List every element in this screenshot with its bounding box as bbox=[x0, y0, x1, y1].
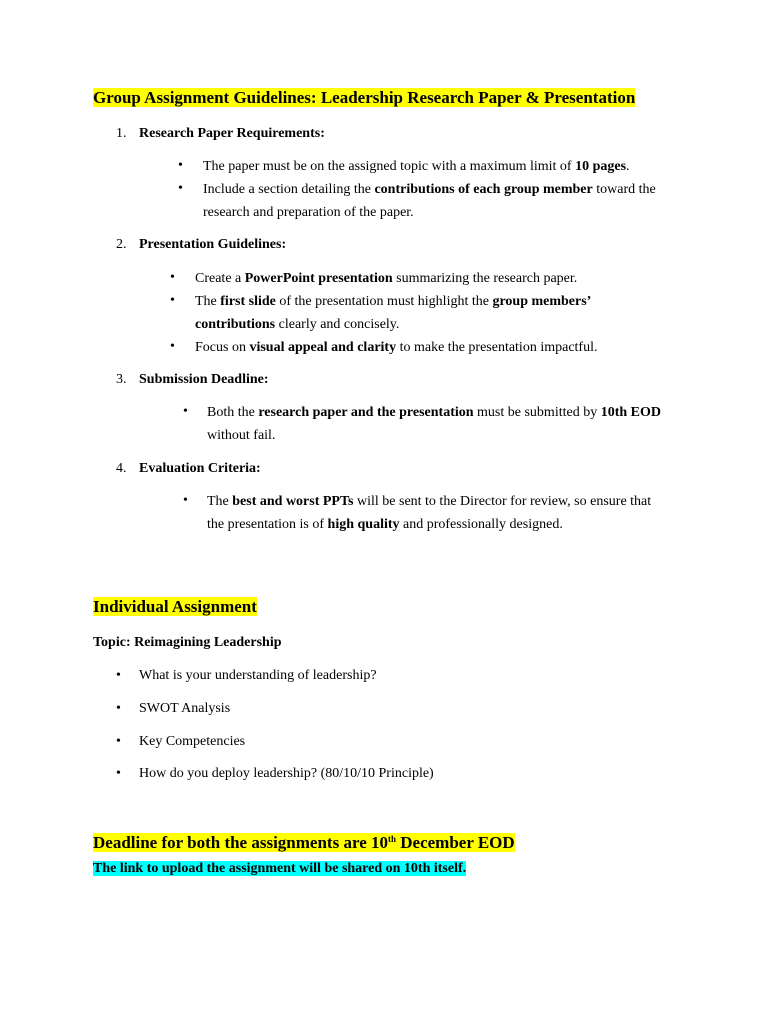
section-number: 2. bbox=[116, 237, 127, 252]
bullet-icon: • bbox=[183, 404, 188, 419]
section-heading-research-paper: Research Paper Requirements: bbox=[139, 126, 325, 141]
list-item: Include a section detailing the contributions of each group member toward the research and preparation of the paper. bbox=[203, 182, 656, 220]
list-item: Focus on visual appeal and clarity to make the presentation impactful. bbox=[195, 340, 598, 355]
section-heading-submission-deadline: Submission Deadline: bbox=[139, 372, 269, 387]
list-item: How do you deploy leadership? (80/10/10 Principle) bbox=[139, 766, 434, 781]
group-assignment-title-text: Group Assignment Guidelines: Leadership Research Paper & Presentation bbox=[93, 88, 636, 107]
topic-heading: Topic: Reimagining Leadership bbox=[93, 635, 282, 650]
upload-note bbox=[93, 859, 466, 878]
list-item: Create a PowerPoint presentation summarizing the research paper. bbox=[195, 271, 578, 286]
individual-assignment-title-text: Individual Assignment bbox=[93, 597, 257, 616]
bullet-icon: • bbox=[178, 181, 183, 196]
group-assignment-title bbox=[93, 87, 635, 109]
list-item: Both the research paper and the presentation must be submitted by 10th EOD without fail. bbox=[207, 405, 662, 443]
bullet-icon: • bbox=[170, 270, 175, 285]
list-item: SWOT Analysis bbox=[139, 701, 231, 716]
list-item: Key Competencies bbox=[139, 734, 246, 749]
bullet-icon: • bbox=[183, 493, 188, 508]
list-item: The best and worst PPTs will be sent to the Director for review, so ensure that the presentation is of high quality and professionally designed. bbox=[207, 494, 652, 532]
section-heading-presentation: Presentation Guidelines: bbox=[139, 237, 287, 252]
bullet-icon: • bbox=[116, 734, 121, 749]
section-number: 3. bbox=[116, 372, 127, 387]
bullet-icon: • bbox=[170, 339, 175, 354]
section-number: 1. bbox=[116, 126, 127, 141]
bullet-icon: • bbox=[170, 293, 175, 308]
section-number: 4. bbox=[116, 461, 127, 476]
bullet-icon: • bbox=[116, 766, 121, 781]
deadline-heading-text: Deadline for both the assignments are 10th December EOD bbox=[93, 833, 515, 852]
deadline-heading bbox=[93, 832, 515, 854]
upload-note-text: The link to upload the assignment will be shared on 10th itself. bbox=[93, 861, 467, 876]
bullet-icon: • bbox=[178, 158, 183, 173]
section-heading-evaluation-criteria: Evaluation Criteria: bbox=[139, 461, 261, 476]
individual-assignment-title bbox=[93, 596, 257, 618]
list-item: What is your understanding of leadership? bbox=[139, 668, 377, 683]
list-item: The paper must be on the assigned topic with a maximum limit of 10 pages. bbox=[203, 159, 630, 174]
bullet-icon: • bbox=[116, 701, 121, 716]
list-item: The first slide of the presentation must highlight the group members’ contributions clearly and concisely. bbox=[195, 294, 591, 332]
bullet-icon: • bbox=[116, 668, 121, 683]
